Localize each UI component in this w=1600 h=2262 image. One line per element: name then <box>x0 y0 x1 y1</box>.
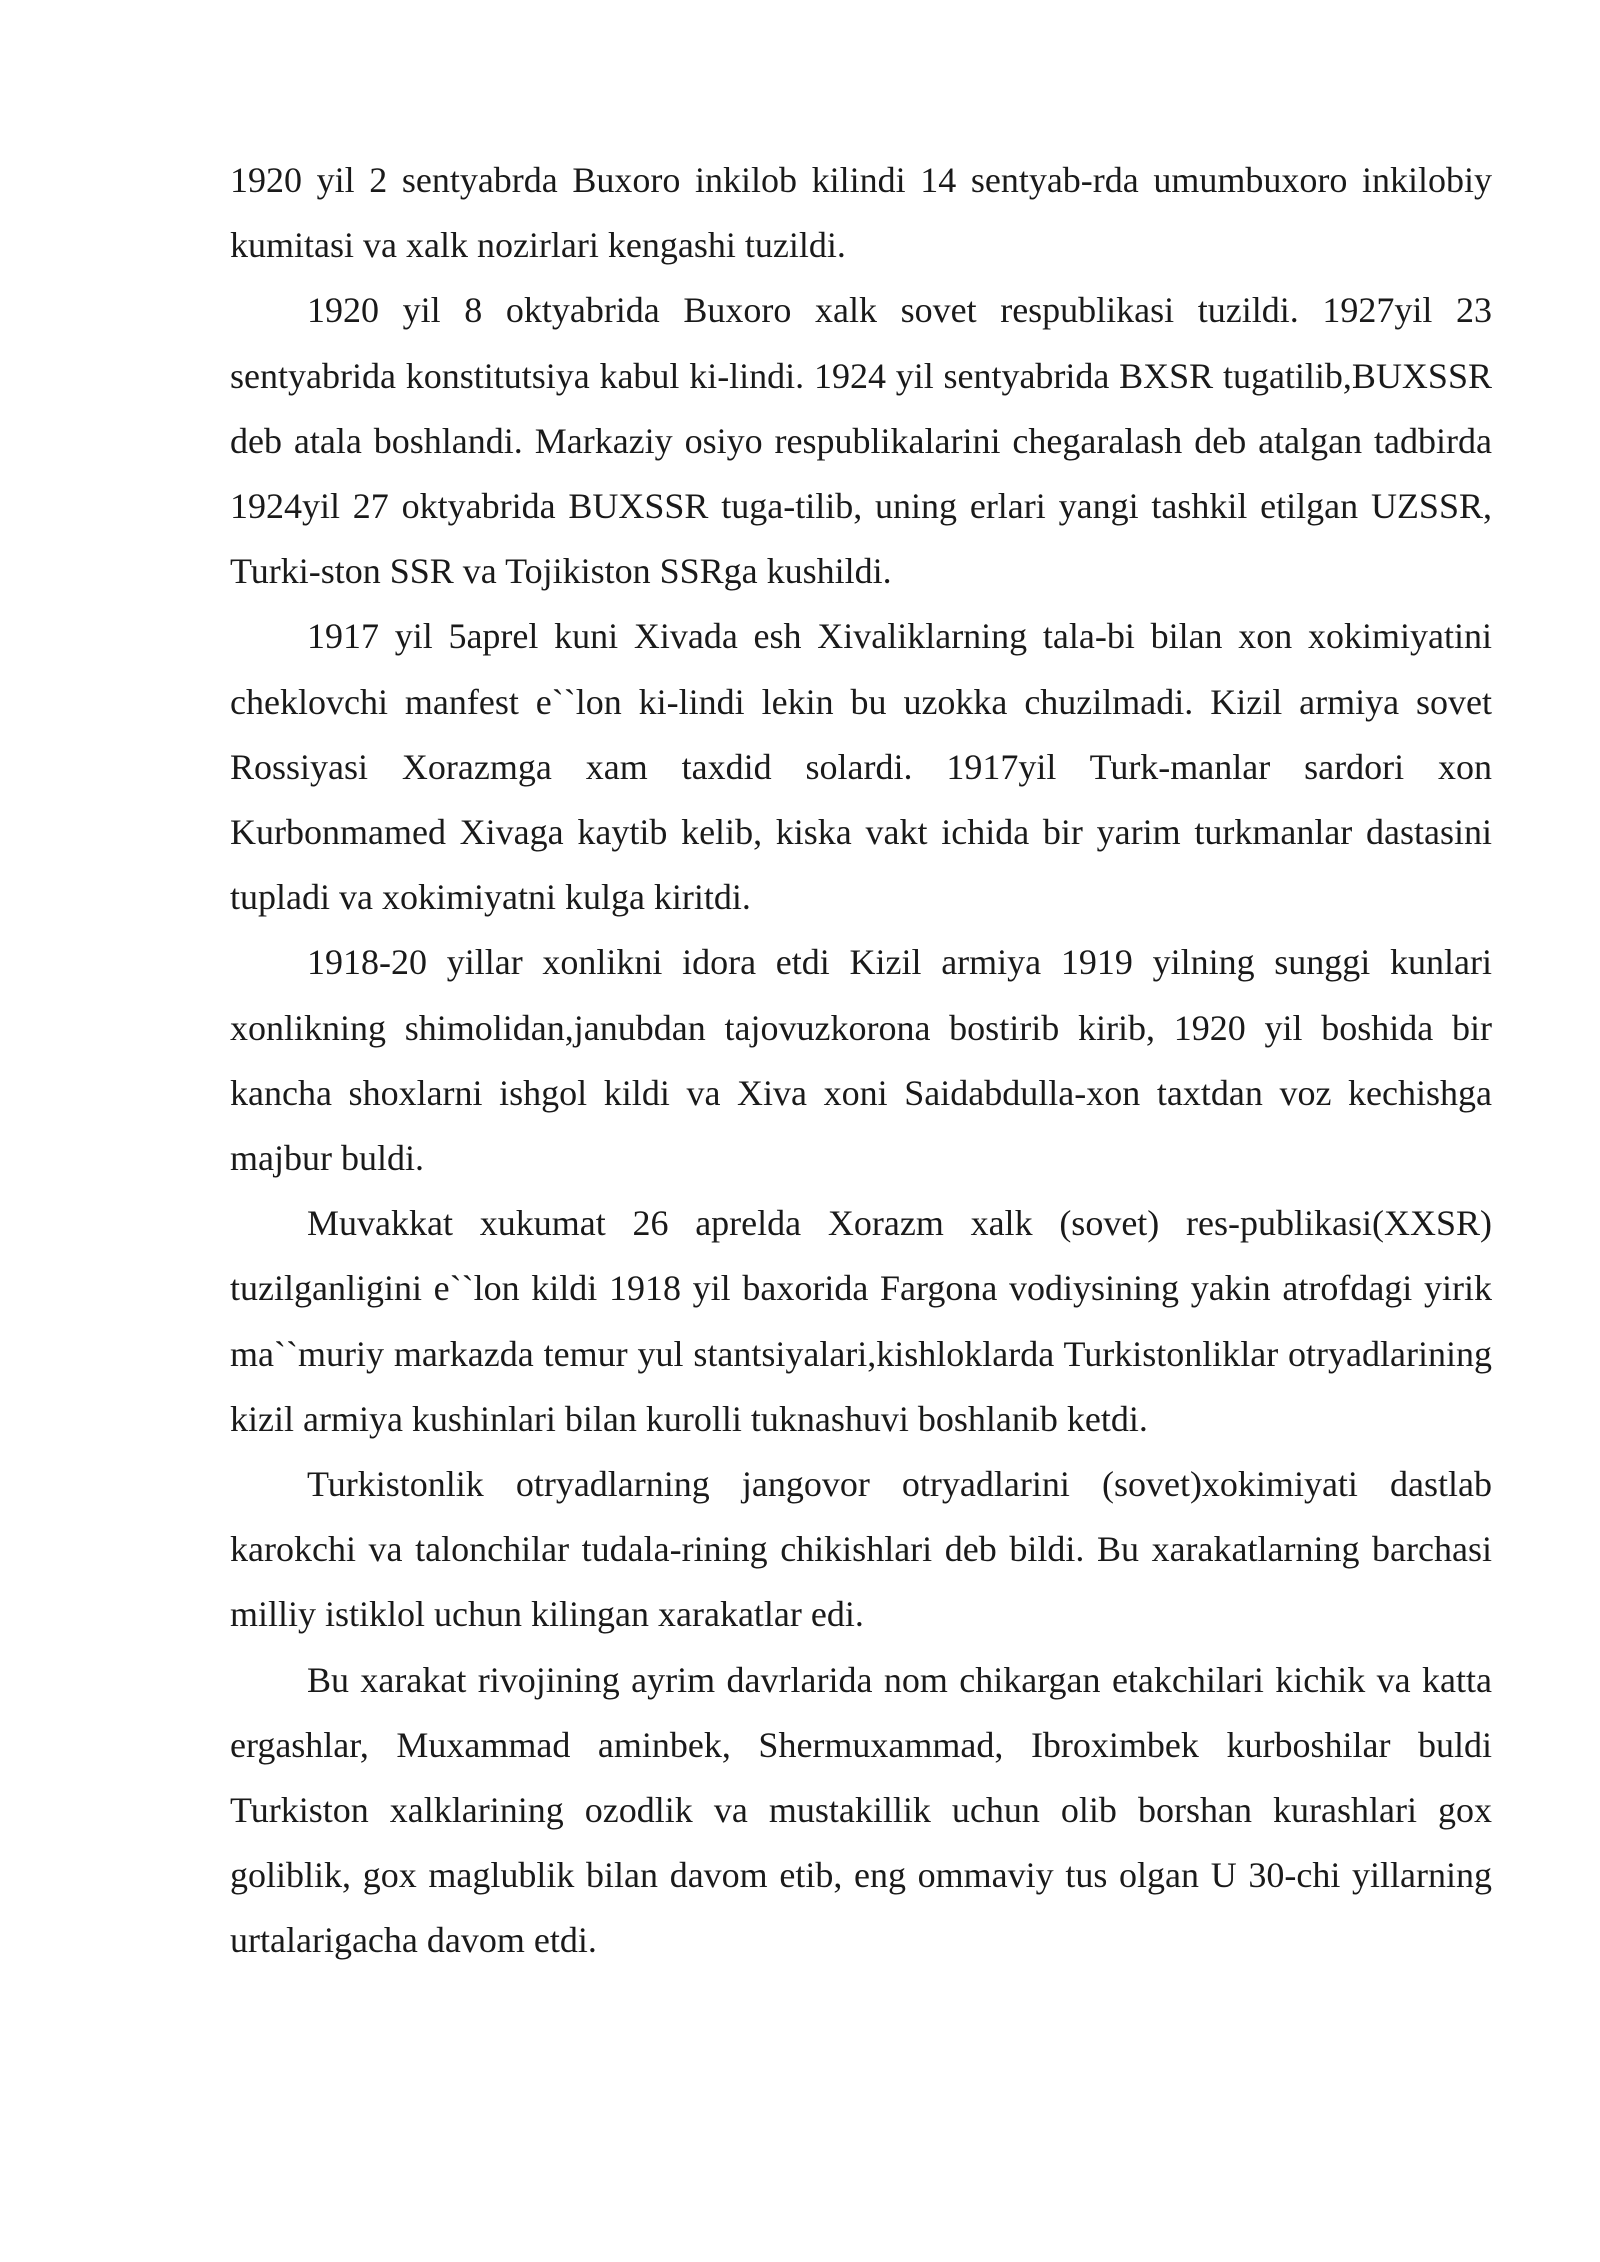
paragraph-6: Turkistonlik otryadlarning jangovor otryadlarini (sovet)xokimiyati dastlab karokchi va talonchilar tudala-rining chikishlari deb bildi. Bu xarakatlarning barchasi milliy istiklol uchun kilingan xarakatlar edi. <box>230 1464 1492 1635</box>
paragraph-7: Bu xarakat rivojining ayrim davrlarida nom chikargan etakchilari kichik va katta ergashlar, Muxammad aminbek, Shermuxammad, Ibroximbek kurboshilar buldi Turkiston xalklarining ozodlik va mustakillik uchun olib borshan kurashlari gox goliblik, gox maglublik bilan davom etib, eng ommaviy tus olgan U 30-chi yillarning urtalarigacha davom etdi. <box>230 1659 1492 1961</box>
document-body <box>230 148 1492 1974</box>
paragraph-2: 1920 yil 8 oktyabrida Buxoro xalk sovet respublikasi tuzildi. 1927yil 23 sentyabrida konstitutsiya kabul ki-lindi. 1924 yil sentyabrida BXSR tugatilib,BUXSSR deb atala boshlandi. Markaziy osiyo respublikalarini chegaralash deb atalgan tadbirda 1924yil 27 oktyabrida BUXSSR tuga-tilib, uning erlari yangi tashkil etilgan UZSSR, Turki-ston SSR va Tojikiston SSRga kushildi. <box>230 290 1492 592</box>
paragraph-4: 1918-20 yillar xonlikni idora etdi Kizil armiya 1919 yilning sunggi kunlari xonlikning shimolidan,janubdan tajovuzkorona bostirib kirib, 1920 yil boshida bir kancha shoxlarni ishgol kildi va Xiva xoni Saidabdulla-xon taxtdan voz kechishga majbur buldi. <box>230 942 1492 1179</box>
paragraph-5: Muvakkat xukumat 26 aprelda Xorazm xalk (sovet) res-publikasi(XXSR) tuzilganligini e``lon kildi 1918 yil baxorida Fargona vodiysining yakin atrofdagi yirik ma``muriy markazda temur yul stantsiyalari,kishloklarda Turkistonliklar otryadlarining kizil armiya kushinlari bilan kurolli tuknashuvi boshlanib ketdi. <box>230 1203 1492 1439</box>
paragraph-3: 1917 yil 5aprel kuni Xivada esh Xivaliklarning tala-bi bilan xon xokimiyatini cheklovchi manfest e``lon ki-lindi lekin bu uzokka chuzilmadi. Kizil armiya sovet Rossiyasi Xorazmga xam taxdid solardi. 1917yil Turk-manlar sardori xon Kurbonmamed Xivaga kaytib kelib, kiska vakt ichida bir yarim turkmanlar dastasini tupladi va xokimiyatni kulga kiritdi. <box>230 616 1492 918</box>
paragraph-1: 1920 yil 2 sentyabrda Buxoro inkilob kilindi 14 sentyab-rda umumbuxoro inkilobiy kumitasi va xalk nozirlari kengashi tuzildi. <box>230 160 1492 266</box>
